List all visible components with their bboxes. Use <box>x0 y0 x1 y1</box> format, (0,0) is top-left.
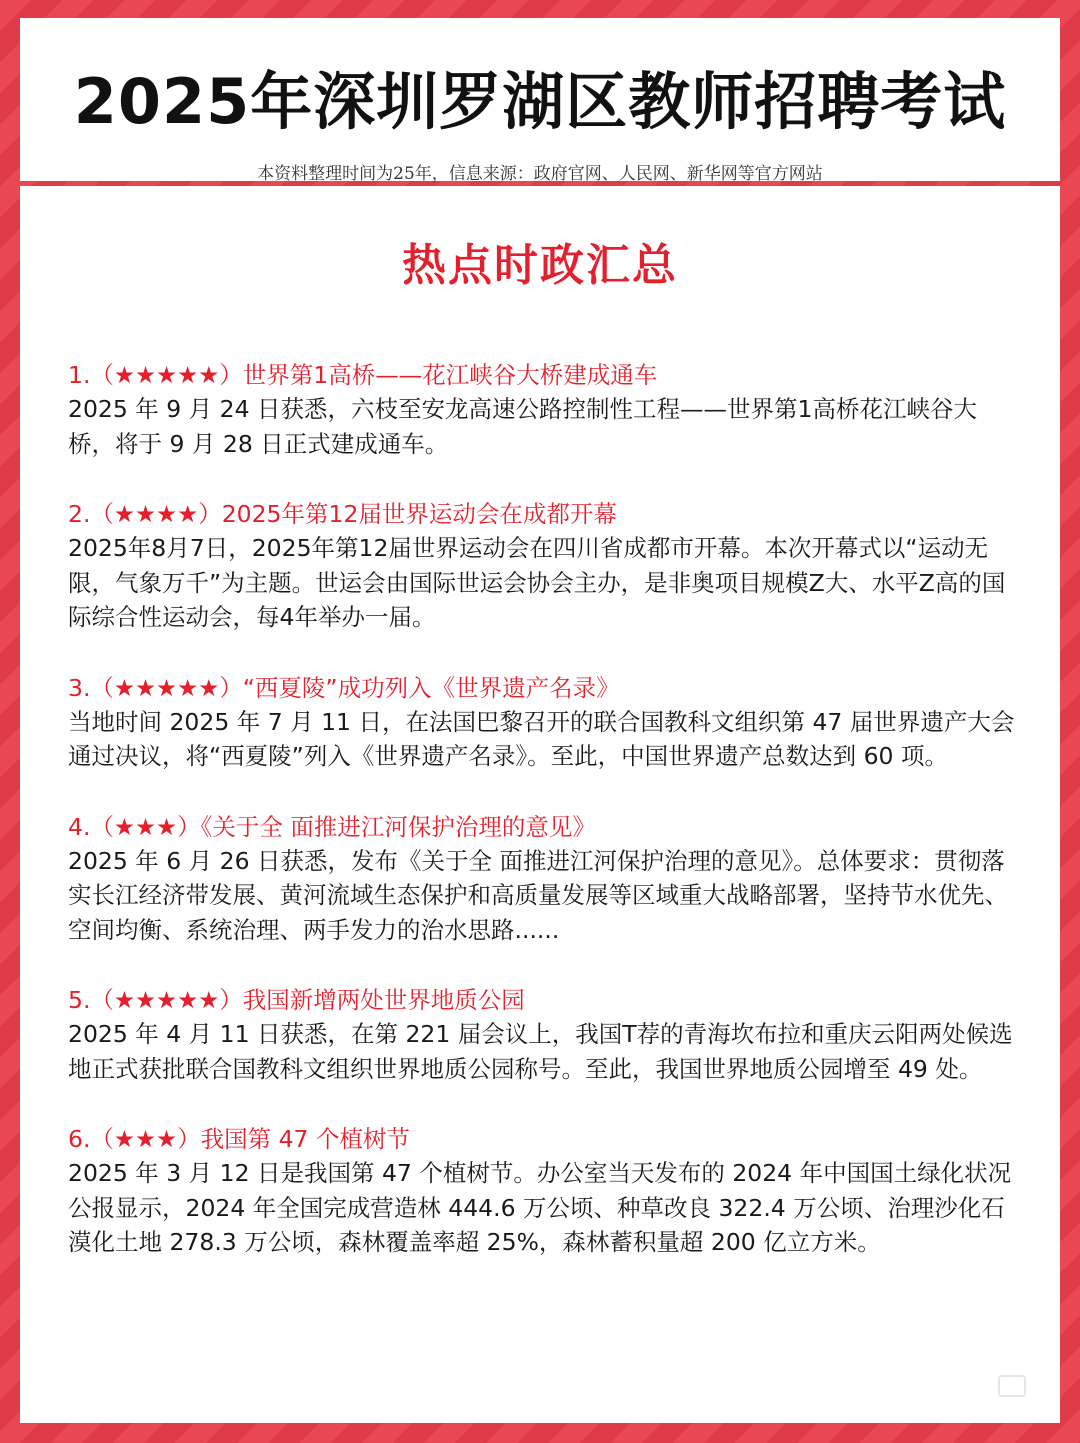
news-body: 2025 年 4 月 11 日获悉，在第 221 届会议上，我国T荐的青海坎布拉和重庆云阳两处候选地正式获批联合国教科文组织世界地质公园称号。至此，我国世界地质公园增至 49 处。 <box>68 1020 1013 1083</box>
news-heading: 2.（★★★★）2025年第12届世界运动会在成都开幕 <box>68 500 617 528</box>
news-item <box>68 983 1020 1086</box>
watermark-icon <box>998 1375 1026 1397</box>
news-body: 2025 年 3 月 12 日是我国第 47 个植树节。办公室当天发布的 2024 年中国国土绿化状况公报显示，2024 年全国完成营造林 444.6 万公顷、种草改良 322.4 万公顷、治理沙化石漠化土地 278.3 万公顷，森林覆盖率超 25%，森林蓄积量超 200 亿立方米。 <box>68 1159 1012 1256</box>
news-heading: 1.（★★★★★）世界第1高桥——花江峡谷大桥建成通车 <box>68 361 658 389</box>
header-card <box>20 18 1060 184</box>
news-item <box>68 671 1020 774</box>
page-title: 2025年深圳罗湖区教师招聘考试 <box>73 65 1007 138</box>
news-heading: 5.（★★★★★）我国新增两处世界地质公园 <box>68 986 525 1014</box>
news-body: 2025 年 9 月 24 日获悉，六枝至安龙高速公路控制性工程——世界第1高桥花江峡谷大桥，将于 9 月 28 日正式建成通车。 <box>68 395 977 458</box>
news-heading: 6.（★★★）我国第 47 个植树节 <box>68 1125 410 1153</box>
news-heading: 3.（★★★★★）“西夏陵”成功列入《世界遗产名录》 <box>68 673 620 702</box>
content-card <box>20 186 1060 1423</box>
news-item <box>68 810 1020 948</box>
news-body: 2025 年 6 月 26 日获悉，发布《关于全 面推进江河保护治理的意见》。总体要求：贯彻落实长江经济带发展、黄河流域生态保护和高质量发展等区域重大战略部署，坚持节水优先、空间均衡、系统治理、两手发力的治水思路...... <box>68 846 1008 944</box>
news-heading: 4.（★★★）《关于全 面推进江河保护治理的意见》 <box>68 812 596 841</box>
news-item <box>68 1122 1020 1260</box>
news-list <box>68 358 1020 1296</box>
news-body: 当地时间 2025 年 7 月 11 日，在法国巴黎召开的联合国教科文组织第 47 届世界遗产大会通过决议，将“西夏陵”列入《世界遗产名录》。至此，中国世界遗产总数达到 60 项。 <box>68 707 1015 770</box>
source-note: 本资料整理时间为25年，信息来源：政府官网、人民网、新华网等官方网站 <box>257 164 823 184</box>
news-item <box>68 358 1020 461</box>
news-item <box>68 497 1020 635</box>
section-title: 热点时政汇总 <box>402 240 678 291</box>
news-body: 2025年8月7日，2025年第12届世界运动会在四川省成都市开幕。本次开幕式以“运动无限，气象万千”为主题。世运会由国际世运会协会主办，是非奥项目规模Z大、水平Z高的国际综合性运动会，每4年举办一届。 <box>68 534 1006 631</box>
